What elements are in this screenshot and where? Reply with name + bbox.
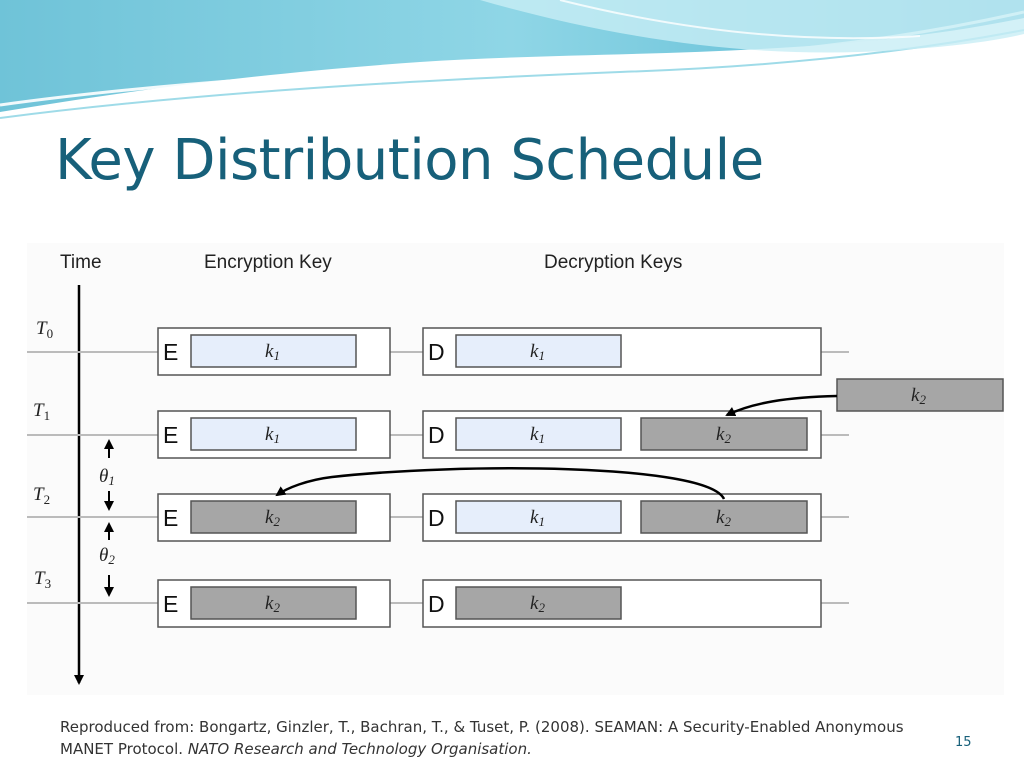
time-label: $T_2$ [33, 484, 51, 507]
key-distribution-diagram [27, 243, 1004, 695]
citation-publisher: NATO Research and Technology Organisation. [187, 740, 532, 758]
decryption-key-label: k2 [530, 593, 545, 615]
theta-interval-1 [99, 441, 115, 509]
encryption-key-label: k1 [265, 341, 280, 363]
time-label: $T_0$ [36, 318, 54, 341]
time-label: $T_1$ [33, 400, 51, 423]
encryption-key-label: k2 [265, 593, 280, 615]
schedule-row-t2 [27, 484, 849, 541]
time-label: $T_3$ [34, 568, 52, 591]
slide-title: Key Distribution Schedule [55, 128, 764, 193]
decryption-keys-header: Decryption Keys [544, 252, 683, 273]
decryption-key-label: k2 [716, 507, 731, 529]
incoming-key-box [837, 379, 1003, 411]
header-wave-decoration [0, 0, 1024, 130]
interval-label: θ2 [99, 545, 115, 567]
incoming-key-label: k2 [911, 385, 926, 407]
citation [60, 716, 940, 760]
encryption-letter: E [163, 422, 179, 448]
schedule-row-t1 [27, 400, 849, 458]
interval-label: θ1 [99, 466, 115, 488]
decryption-letter: D [428, 591, 445, 617]
encryption-letter: E [163, 591, 179, 617]
theta-interval-2 [99, 524, 115, 595]
decryption-key-label: k1 [530, 507, 545, 529]
citation-text: Reproduced from: Bongartz, Ginzler, T., Bachran, T., & Tuset, P. (2008). SEAMAN: A Security-Enabled Anonymous MANET Protocol. [60, 718, 904, 758]
time-header: Time [60, 252, 102, 273]
decryption-letter: D [428, 505, 445, 531]
encryption-letter: E [163, 339, 179, 365]
schedule-row-t3 [27, 568, 849, 627]
encryption-key-header: Encryption Key [204, 252, 332, 273]
decryption-key-label: k2 [716, 424, 731, 446]
decryption-key-label: k1 [530, 341, 545, 363]
decryption-key-label: k1 [530, 424, 545, 446]
schedule-row-t0 [27, 318, 849, 375]
encryption-key-label: k1 [265, 424, 280, 446]
decryption-letter: D [428, 339, 445, 365]
encryption-letter: E [163, 505, 179, 531]
encryption-key-label: k2 [265, 507, 280, 529]
decryption-letter: D [428, 422, 445, 448]
page-number: 15 [955, 735, 972, 750]
